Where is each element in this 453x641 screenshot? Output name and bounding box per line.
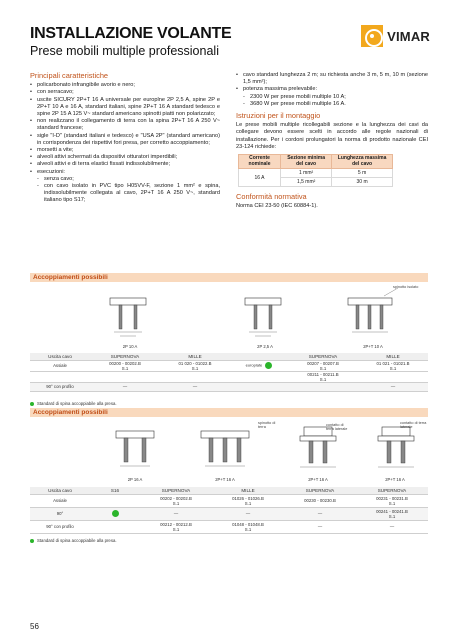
table-row	[30, 507, 428, 520]
feature-item: • non realizzano il collegamento di terra con la spina 2P+T 16 A 250 V~ standard francese;	[30, 118, 220, 132]
compatibility-table-2	[30, 487, 428, 534]
features-column	[30, 72, 220, 205]
features-heading: Principali caratteristiche	[30, 71, 109, 80]
table-cell: 00212 - 00212.B S.1	[140, 520, 212, 533]
spec-current: 16 A	[239, 169, 281, 187]
mounting-heading: Istruzioni per il montaggio	[236, 111, 321, 121]
page-subtitle: Prese mobili multiple professionali	[30, 44, 219, 58]
table-header: S16	[90, 487, 140, 494]
vimar-logo-icon	[361, 25, 383, 47]
feature-item: • uscite SICURY 2P+T 16 A universale per europlne 2P 2,5 A, spine 2P e 2P+T 10 A e 16 A, standard italiani, spine 2P+T 16 A standard tedesco e spine 2P 15 A 125 V~ standard americano spinotti piatti non polarizzato;	[30, 97, 220, 119]
table-cell: 00207 - 00207.B S.1	[288, 360, 358, 371]
table-cell	[90, 507, 140, 520]
brand-logo	[361, 25, 430, 47]
table-cell: 00230 - 00230.B	[284, 494, 356, 507]
table-cell: 00211 - 00211.B S.1	[288, 371, 358, 382]
plug-2p-16a-diagram	[110, 421, 160, 475]
table-header: MILLE	[358, 353, 428, 360]
spec-item: • cavo standard lunghezza 2 m; su richiesta anche 3 m, 5 m, 10 m (sezione 1,5 mm²);	[236, 72, 428, 86]
panel-heading: Accoppiamenti possibili	[30, 273, 428, 282]
callout-label: spinotto di terra	[258, 421, 276, 429]
table-cell	[230, 371, 288, 382]
specs-column	[236, 72, 428, 214]
table-header: MILLE	[212, 487, 284, 494]
coupling-panel-2	[30, 408, 428, 557]
feature-item: • morsetti a vite;	[30, 147, 220, 154]
execution-item: - senza cavo;	[30, 176, 220, 183]
table-cell	[160, 371, 230, 382]
table-cell: 00202 - 00202.B S.1	[140, 494, 212, 507]
table-cell	[230, 382, 288, 391]
legend-dot-icon	[30, 402, 34, 406]
plug-schuko-diagram	[368, 421, 424, 475]
legend	[30, 401, 117, 406]
table-cell: 00200 - 00202.B S.1	[90, 360, 160, 371]
page-title: INSTALLAZIONE VOLANTE	[30, 25, 232, 42]
plug-label: 2P+T 10 A	[363, 344, 383, 349]
row-label: 90° con profilo	[30, 520, 90, 533]
power-item: - 3680 W per prese mobili multiple 16 A.	[236, 101, 428, 108]
table-cell: —	[284, 507, 356, 520]
plug-label: 2P 10 A	[122, 344, 138, 349]
feature-item: • alveoli attivi e di terra elastici fissati indissolubilmente;	[30, 161, 220, 168]
plug-label: 2P+T 16 A	[385, 477, 405, 482]
row-label: 90°	[30, 507, 90, 520]
legend-text: Standard di spina accoppiabile alla presa.	[37, 401, 117, 406]
callout-label: contatto di terra laterale	[326, 423, 348, 431]
specs-list	[236, 72, 428, 94]
table-cell: 01 020 - 01022.B S.1	[160, 360, 230, 371]
compatible-dot-icon	[112, 510, 119, 517]
table-header	[230, 353, 288, 360]
table-cell: —	[356, 520, 428, 533]
callout-label: spinotto isolato	[393, 285, 419, 289]
table-cell: —	[284, 520, 356, 533]
feature-item: • esecuzioni:	[30, 169, 220, 176]
row-label: Assiale	[30, 494, 90, 507]
table-cell	[90, 520, 140, 533]
spec-cell: 1,5 mm²	[281, 178, 332, 187]
conformity-heading: Conformità normativa	[236, 192, 307, 202]
plug-label: 2P 2,5 A	[257, 344, 273, 349]
panel-heading: Accoppiamenti possibili	[30, 408, 428, 417]
row-label: 90° con profilo	[30, 382, 90, 391]
table-cell: —	[160, 382, 230, 391]
compatibility-table-1	[30, 353, 428, 392]
table-cell	[90, 371, 160, 382]
spec-cell: 5 m	[332, 169, 393, 178]
table-row	[30, 382, 428, 391]
compatible-dot-icon	[265, 362, 272, 369]
table-cell	[230, 360, 288, 371]
table-cell: 01048 - 01048.B S.1	[212, 520, 284, 533]
table-cell	[288, 382, 358, 391]
table-header: Uscita cavo	[30, 353, 90, 360]
table-header: SUPERNOVA	[140, 487, 212, 494]
plug-label: 2P+T 16 A	[308, 477, 328, 482]
table-row	[30, 494, 428, 507]
table-header: SUPERNOVA	[288, 353, 358, 360]
legend	[30, 538, 117, 543]
execution-item: - con cavo isolato in PVC tipo H05VV-F, sezione 1 mm² e spina, indissolubilmente collegata al cavo, 2P+T 16 A 250 V~, standard italiano tipo S17;	[30, 183, 220, 205]
power-list	[236, 94, 428, 108]
legend-text: Standard di spina accoppiabile alla presa.	[37, 538, 117, 543]
table-header: Uscita cavo	[30, 487, 90, 494]
table-row	[30, 360, 428, 371]
cable-spec-table	[238, 154, 393, 187]
spec-cell: 1 mm²	[281, 169, 332, 178]
table-cell	[358, 371, 428, 382]
feature-item: • sigle "I-D" (standard italiani e tedesco) e "USA 2P" (standard americano) in corrispondenza dei rispettivi fori presa, per corretto accoppiamento;	[30, 133, 220, 147]
table-cell: —	[212, 507, 284, 520]
plug-2p-t-16a-diagram	[195, 421, 255, 475]
table-cell: 01026 - 01026.B S.1	[212, 494, 284, 507]
legend-dot-icon	[30, 539, 34, 543]
table-header: SUPERNOVA	[90, 353, 160, 360]
callout-label: contatto di terra laterale	[400, 421, 427, 429]
spec-header: Lunghezza massima del cavo	[332, 155, 393, 169]
table-cell: europlate	[245, 362, 263, 368]
table-cell	[90, 494, 140, 507]
table-header: SUPERNOVA	[284, 487, 356, 494]
row-label: Assiale	[30, 360, 90, 371]
feature-item: • alveoli attivi schermati da dispositivi otturatori imperdibili;	[30, 154, 220, 161]
feature-item: • policarbonato infrangibile avorio e nero;	[30, 82, 220, 89]
page-header	[30, 25, 430, 70]
table-header: MILLE	[160, 353, 230, 360]
conformity-text: Norma CEI 23-50 (IEC 60884-1).	[236, 203, 318, 210]
table-cell: 00241 - 00241.B S.1	[356, 507, 428, 520]
power-item: - 2300 W per prese mobili multiple 10 A;	[236, 94, 428, 101]
spec-header: Corrente nominale	[239, 155, 281, 169]
table-cell	[30, 371, 90, 382]
coupling-panel-1	[30, 273, 428, 406]
plug-2p-2-5a-diagram	[235, 286, 295, 342]
spec-header: Sezione minima del cavo	[281, 155, 332, 169]
spec-cell: 30 m	[332, 178, 393, 187]
feature-item: • con serracavo;	[30, 89, 220, 96]
table-cell: —	[358, 382, 428, 391]
mounting-text: Le prese mobili multiple ricollegabili sezione e la lunghezza dei cavi da collegare devono essere scelti in accordo alle regole nazionali di installazione. Per i cordoni prolungatori la norma di prodotto nazionale CEI 23-124 richiede:	[236, 122, 428, 150]
table-cell: 01 021 - 01021.B S.1	[358, 360, 428, 371]
table-cell: —	[140, 507, 212, 520]
plug-label: 2P+T 16 A	[215, 477, 235, 482]
table-header: SUPERNOVA	[356, 487, 428, 494]
table-cell: 00231 - 00231.B S.1	[356, 494, 428, 507]
brand-name: VIMAR	[387, 28, 430, 44]
plug-2p-t-10a-diagram	[340, 286, 406, 342]
page-number: 56	[30, 622, 39, 631]
table-row	[30, 371, 428, 382]
execution-list	[30, 176, 220, 205]
table-cell: —	[90, 382, 160, 391]
spec-item: • potenza massima prelevabile:	[236, 86, 428, 93]
plug-label: 2P 16 A	[127, 477, 143, 482]
features-list	[30, 82, 220, 176]
table-row	[30, 520, 428, 533]
plug-2p-10a-diagram	[100, 286, 160, 342]
